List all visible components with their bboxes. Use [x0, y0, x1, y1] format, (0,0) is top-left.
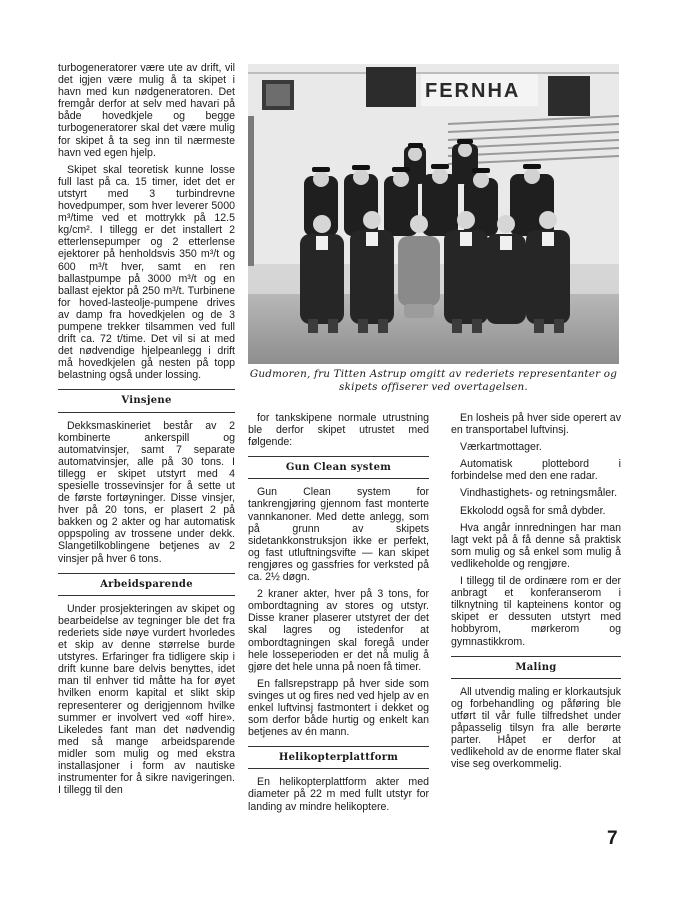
paragraph: turbogeneratorer være ute av drift, vil det igjen være mulig å ta skipet i havn med kun nødgeneratoren. Det fremgår derfor at selv med havari på både hovedkjele og begge turbogeneratorer skal det være mulig for skipet å ta seg inn til nærmeste havn ved egen hjelp.	[58, 62, 235, 159]
page-number: 7	[607, 828, 618, 849]
paragraph: Værkartmottager.	[460, 441, 542, 454]
paragraph: En helikopterplattform akter med diameter på 22 m med fullt utstyr for landing av mindre helikoptere.	[248, 776, 429, 813]
paragraph: Skipet skal teoretisk kunne losse full last på ca. 15 timer, idet det er utstyrt med 3 turbindrevne hovedpumper, som hver leverer 5000 m³/time ved et mottrykk på 12.5 kg/cm². I tillegg er det installert 2 etterlensepumper og 2 etterlense ejektorer på henholdsvis 350 m³/t og 600 m³/t hver, samt en ren ballastpumpe på 3000 m³/t og en ballast ejektor på 250 m³/t. Turbinene for hoved-lasteolje-pumpene drives av damp fra hovedkjelen og de 3 pumpene trekker tilsammen ved full drift ca. 72 t/time. Det vil si at med det nødvendige hjelpeanlegg i drift må hovedkjelen gå nesten på topp belastning også under lossing.	[58, 163, 235, 382]
section-heading-vinsjene: Vinsjene	[58, 389, 235, 412]
column-left	[58, 62, 235, 801]
crew-photograph	[248, 64, 619, 364]
paragraph: En fallsrepstrapp på hver side som svinges ut og fires ned ved hjelp av en enkel luftvinsj fastmontert i dekket og som derfor både hurtig og enkelt kan betjenes av én mann.	[248, 677, 429, 739]
section-heading-gun-clean: Gun Clean system	[248, 456, 429, 479]
section-heading-arbeidsparende: Arbeidsparende	[58, 573, 235, 596]
paragraph: All utvendig maling er klorkautsjuk og forbehandling og påføring ble utført til vår fulle tilfredshet under påpasselig tilsyn fra alle berørte parter. Håpet er derfor at vedlikehold av de enorme flater skal vise seg overkommelig.	[451, 685, 621, 771]
photo-caption: Gudmoren, fru Titten Astrup omgitt av rederiets representanter og skipets offiserer ved overtagelsen.	[249, 368, 618, 393]
paragraph: Vindhastighets- og retningsmåler.	[460, 487, 618, 500]
paragraph: for tankskipene normale utrustning ble derfor skipet utrustet med følgende:	[248, 412, 429, 449]
paragraph: 2 kraner akter, hver på 3 tons, for ombordtagning av stores og utstyr. Disse kraner plaserer utstyret der det skal lagres og istedenfor at ombordtagningen skal foregå under hele losseperioden er det nå mulig å gjøre det hele unna på noen få timer.	[248, 588, 429, 673]
section-heading-maling: Maling	[451, 656, 621, 679]
section-heading-helikopterplattform: Helikopterplattform	[248, 746, 429, 769]
paragraph: Under prosjekteringen av skipet og bearbeidelse av tegninger ble det fra rederiets side nøye vurdert hvorledes et skip av denne størrelse burde utstyres. Erfaringer fra tidligere skip i drift kunne bare delvis benyttes, idet man til enhver tid måtte ha for øyet hvilken enorm kapital et slikt skip representerer og derigjennom hvilke summer er involvert ved «off hire». Likeledes fant man det nødvendig med så mange arbeidsparende midler som mulig og med ekstra installasjoner i form av nautiske instrumenter for å sikre navigeringen. I tillegg til den	[58, 602, 235, 797]
paragraph: I tillegg til de ordinære rom er der anbragt et konferanserom i tilknytning til kapteinens kontor og skipet er dessuten utstyrt med hobbyrom, mørkerom og gymnastikkrom.	[451, 575, 621, 648]
paragraph: Hva angår innredningen har man lagt vekt på å få denne så praktisk som mulig og så enkel som mulig å vedlikeholde og rengjøre.	[451, 521, 621, 570]
paragraph: Gun Clean system for tankrengjøring gjennom fast monterte vannkanoner. Med dette anlegg, som på grunn av skipets sidetankkonstruksjon ikke er perfekt, og fast utluftningsvifte — kan skipet rengjøres og gassfries for verksted på ca. 2½ døgn.	[248, 486, 429, 584]
paragraph: Dekksmaskineriet består av 2 kombinerte ankerspill og automatvinsjer, samt 7 separate automatvinsjer, alle på 30 tons. I tillegg er skipet utstyrt med 4 spesielle trossevinsjer for å sette ut de første fortøyninger. Disse vinsjer, hver på 20 tons, er plasert 2 på bakken og 2 akter og har automatisk oppspoling av trossene under dekk. Slangetilkoblingene betjenes av 2 vinsjer på hver 6 tons.	[58, 419, 235, 565]
column-right	[451, 412, 621, 775]
paragraph: Ekkolodd også for små dybder.	[460, 504, 606, 517]
column-middle	[248, 412, 429, 818]
paragraph: En losheis på hver side operert av en transportabel luftvinsj.	[451, 412, 621, 437]
paragraph: Automatisk plottebord i forbindelse med den ene radar.	[451, 458, 621, 483]
ship-name-sign: FERNHA	[425, 80, 521, 102]
